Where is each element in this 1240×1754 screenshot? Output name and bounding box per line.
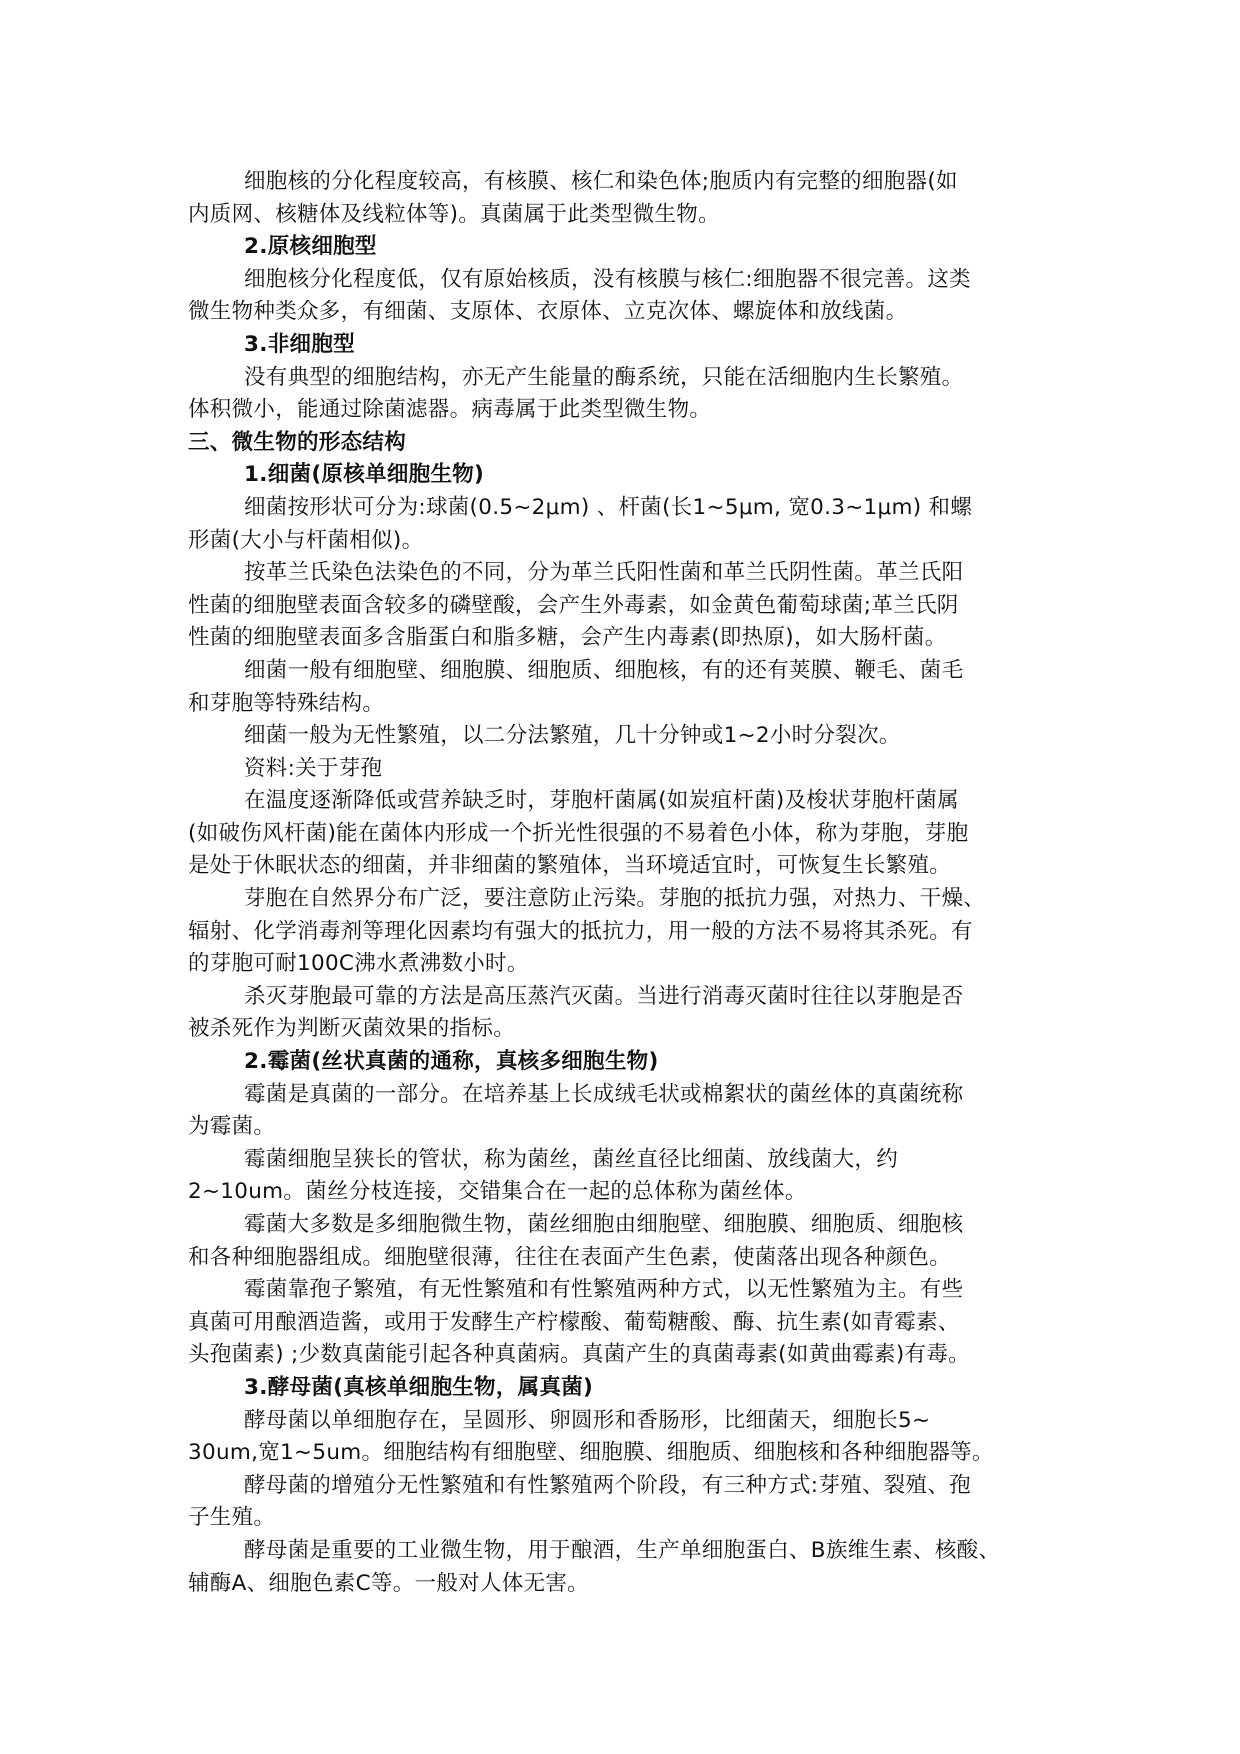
text-line: 体积微小，能通过除菌滤器。病毒属于此类型微生物。 <box>188 397 712 423</box>
text-line: 细胞核的分化程度较高，有核膜、核仁和染色体;胞质内有完整的细胞器(如 <box>244 169 958 194</box>
text-line: 是处于休眠状态的细菌，并非细菌的繁殖体，当环境适宜时，可恢复生长繁殖。 <box>188 853 952 879</box>
text-line: 30um,宽1~5um。细胞结构有细胞壁、细胞膜、细胞质、细胞核和各种细胞器等。 <box>188 1440 994 1466</box>
text-line: 辅酶A、细胞色素C等。一般对人体无害。 <box>188 1570 589 1596</box>
text-line: 资料:关于芽孢 <box>244 755 383 781</box>
text-line: 真菌可用酿酒造酱，或用于发酵生产柠檬酸、葡萄糖酸、酶、抗生素(如青霉素、 <box>188 1309 960 1335</box>
section-heading: 2.原核细胞型 <box>244 234 377 260</box>
document-body <box>188 166 1068 1600</box>
text-line: 细菌按形状可分为:球菌(0.5~2μm) 、杆菌(长1~5μm, 宽0.3~1μm) 和螺 <box>244 494 973 520</box>
text-line: 霉菌大多数是多细胞微生物，菌丝细胞由细胞壁、细胞膜、细胞质、细胞核 <box>244 1212 964 1237</box>
text-line: 为霉菌。 <box>188 1114 276 1140</box>
text-line: 辐射、化学消毒剂等理化因素均有强大的抵抗力，用一般的方法不易将其杀死。有 <box>188 918 973 944</box>
section-heading: 3.酵母菌(真核单细胞生物，属真菌) <box>244 1374 594 1400</box>
text-line: 性菌的细胞壁表面含较多的磷壁酸，会产生外毒素，如金黄色葡萄球菌;革兰氏阴 <box>188 592 959 618</box>
text-line: 2~10um。菌丝分枝连接，交错集合在一起的总体称为菌丝体。 <box>188 1179 807 1205</box>
text-line: (如破伤风杆菌)能在菌体内形成一个折光性很强的不易着色小体，称为芽胞，芽胞 <box>188 820 969 846</box>
text-line: 在温度逐渐降低或营养缺乏时，芽胞杆菌属(如炭疽杆菌)及梭状芽胞杆菌属 <box>244 788 959 814</box>
text-line: 的芽胞可耐100C沸水煮沸数小时。 <box>188 951 529 977</box>
text-line: 形菌(大小与杆菌相似)。 <box>188 527 424 553</box>
text-line: 和各种细胞器组成。细胞壁很薄，往往在表面产生色素，使菌落出现各种颜色。 <box>188 1244 952 1270</box>
text-line: 性菌的细胞壁表面多含脂蛋白和脂多糖，会产生内毒素(即热原)，如大肠杆菌。 <box>188 625 947 651</box>
text-line: 内质网、核糖体及线粒体等)。真菌属于此类型微生物。 <box>188 201 720 227</box>
text-line: 头孢菌素) ;少数真菌能引起各种真菌病。真菌产生的真菌毒素(如黄曲霉素)有毒。 <box>188 1342 970 1368</box>
text-line: 霉菌细胞呈狭长的管状，称为菌丝，菌丝直径比细菌、放线菌大，约 <box>244 1146 899 1172</box>
text-line: 酵母菌是重要的工业微生物，用于酿酒，生产单细胞蛋白、B族维生素、核酸、 <box>244 1537 1001 1563</box>
text-line: 没有典型的细胞结构，亦无产生能量的酶系统，只能在活细胞内生长繁殖。 <box>244 364 964 390</box>
text-line: 酵母菌的增殖分无性繁殖和有性繁殖两个阶段，有三种方式:芽殖、裂殖、孢 <box>244 1472 971 1498</box>
text-line: 被杀死作为判断灭菌效果的指标。 <box>188 1016 516 1042</box>
text-line: 子生殖。 <box>188 1505 276 1531</box>
section-heading: 2.霉菌(丝状真菌的通称，真核多细胞生物) <box>244 1049 659 1075</box>
section-heading: 1.细菌(原核单细胞生物) <box>244 462 485 488</box>
text-line: 酵母菌以单细胞存在，呈圆形、卵圆形和香肠形，比细菌天，细胞长5~ <box>244 1407 931 1433</box>
text-line: 细菌一般有细胞壁、细胞膜、细胞质、细胞核，有的还有荚膜、鞭毛、菌毛 <box>244 657 964 683</box>
text-line: 芽胞在自然界分布广泛，要注意防止污染。芽胞的抵抗力强，对热力、干燥、 <box>244 886 986 912</box>
text-line: 霉菌靠孢子繁殖，有无性繁殖和有性繁殖两种方式，以无性繁殖为主。有些 <box>244 1277 964 1303</box>
text-line: 按革兰氏染色法染色的不同，分为革兰氏阳性菌和革兰氏阴性菌。革兰氏阳 <box>244 560 964 586</box>
text-line: 霉菌是真菌的一部分。在培养基上长成绒毛状或棉絮状的菌丝体的真菌统称 <box>244 1081 964 1107</box>
text-line: 杀灭芽胞最可靠的方法是高压蒸汽灭菌。当进行消毒灭菌时往往以芽胞是否 <box>244 983 964 1009</box>
section-heading: 三、微生物的形态结构 <box>188 429 407 455</box>
text-line: 和芽胞等特殊结构。 <box>188 690 385 716</box>
text-line: 细菌一般为无性繁殖，以二分法繁殖，几十分钟或1~2小时分裂次。 <box>244 723 901 749</box>
text-line: 微生物种类众多，有细菌、支原体、衣原体、立克次体、螺旋体和放线菌。 <box>188 299 908 325</box>
text-line: 细胞核分化程度低，仅有原始核质，没有核膜与核仁:细胞器不很完善。这类 <box>244 266 971 292</box>
section-heading: 3.非细胞型 <box>244 331 355 357</box>
